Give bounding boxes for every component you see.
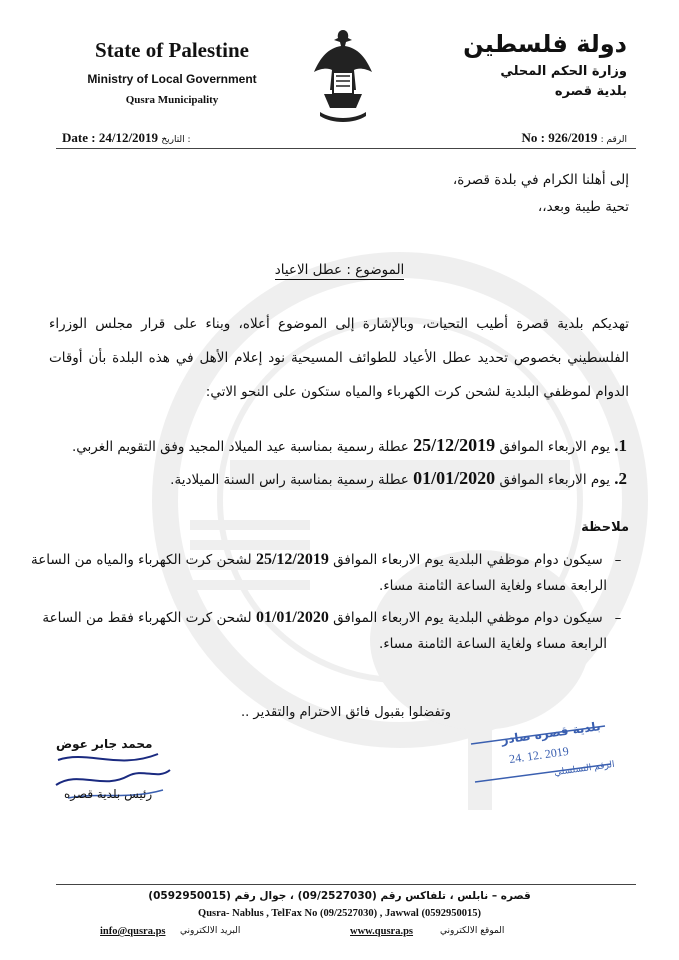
number-label-ar: الرقم : (600, 135, 627, 145)
item-number: 2. (614, 469, 627, 488)
signer-name: محمد جابر عوض (56, 737, 153, 751)
note-line (31, 551, 629, 569)
number-label-en: No : (521, 130, 545, 145)
date-line (62, 130, 191, 146)
footer-email-link[interactable]: info@qusra.ps (100, 926, 166, 937)
note-text-after: لشحن كرت الكهرباء فقط من الساعة (42, 610, 252, 626)
number-line (522, 130, 628, 146)
footer-arabic-contact: قصره – نابلس ، تلفاكس رقم (09/2527030) ، جوال رقم (0592950015) (148, 890, 531, 902)
footer-email-label: البريد الالكتروني (180, 926, 241, 936)
paragraph-line-1: تهديكم بلدية قصرة أطيب التحيات، وبالإشارة إلى الموضوع أعلاه، وبناء على قرار مجلس الوزراء (49, 316, 629, 332)
stamp-serial: الرقم التسلسلي (553, 759, 616, 779)
addressee-line: إلى أهلنا الكرام في بلدة قصرة، (452, 172, 629, 188)
footer-divider (56, 884, 636, 885)
header-english-municipality: Qusra Municipality (125, 94, 219, 106)
closing-line: وتفضلوا بقبول فائق الاحترام والتقدير .. (241, 705, 451, 720)
notes-heading: ملاحظة (581, 520, 629, 535)
item-text-before: يوم الاربعاء الموافق (499, 472, 610, 488)
stamp-date: 24. 12. 2019 (508, 743, 570, 767)
subject-text: الموضوع : عطل الاعياد (274, 262, 405, 278)
item-number: 1. (614, 436, 627, 455)
greeting-line: تحية طيبة وبعد،، (537, 199, 629, 215)
note-dash: – (614, 552, 622, 568)
paragraph-line-3: الدوام لموظفي البلدية لشحن كرت الكهرباء والمياه ستكون على النحو الاتي: (205, 384, 629, 400)
date-value: 24/12/2019 (98, 130, 159, 145)
item-date: 25/12/2019 (413, 435, 496, 455)
header-arabic-title: دولة فلسطين (463, 30, 627, 58)
note-date: 01/01/2020 (255, 609, 329, 626)
header-english-title: State of Palestine (95, 38, 249, 62)
subject-line (0, 262, 679, 278)
header-divider (56, 148, 636, 149)
item-text-before: يوم الاربعاء الموافق (499, 439, 610, 455)
item-text-after: عطلة رسمية بمناسبة عيد الميلاد المجيد وفق التقويم الغربي. (71, 439, 409, 455)
note-text-before: سيكون دوام موظفي البلدية يوم الاربعاء الموافق (333, 610, 603, 626)
note-line (42, 609, 629, 627)
holiday-item (170, 468, 627, 489)
paragraph-line-2: الفلسطيني بخصوص تحديد عطل الأعياد للطوائف المسيحية نود إعلام الأهل في هذه البلدة بأن أوقات (49, 350, 629, 366)
footer-website-label: الموقع الالكتروني (440, 926, 505, 936)
header-english-ministry: Ministry of Local Government (87, 72, 257, 86)
note-text-before: سيكون دوام موظفي البلدية يوم الاربعاء الموافق (333, 552, 603, 568)
note-text-after: لشحن كرت الكهرباء والمياه من الساعة (31, 552, 252, 568)
signer-title: رئيس بلدية قصره (64, 787, 153, 801)
number-value: 926/2019 (548, 130, 598, 145)
footer-english-contact: Qusra- Nablus , TelFax No (09/2527030) , Jawwal (0592950015) (198, 908, 481, 919)
date-label-en: Date : (62, 130, 96, 145)
note-dash: – (614, 610, 622, 626)
eagle-emblem-icon (312, 28, 374, 124)
header-arabic-municipality: بلدية قصره (554, 84, 627, 99)
note-continuation: الرابعة مساء ولغاية الساعة الثامنة مساء. (379, 636, 607, 652)
footer-website-link[interactable]: www.qusra.ps (350, 926, 414, 937)
holiday-item (72, 435, 627, 456)
stamp-text: بلدية قصره صادر (500, 719, 602, 747)
header-arabic-ministry: وزارة الحكم المحلي (500, 64, 627, 79)
date-label-ar: التاريخ : (161, 135, 191, 145)
note-continuation: الرابعة مساء ولغاية الساعة الثامنة مساء. (379, 578, 607, 594)
item-date: 01/01/2020 (413, 468, 496, 488)
note-date: 25/12/2019 (255, 551, 329, 568)
municipality-stamp (465, 718, 615, 788)
item-text-after: عطلة رسمية بمناسبة راس السنة الميلادية. (170, 472, 409, 488)
